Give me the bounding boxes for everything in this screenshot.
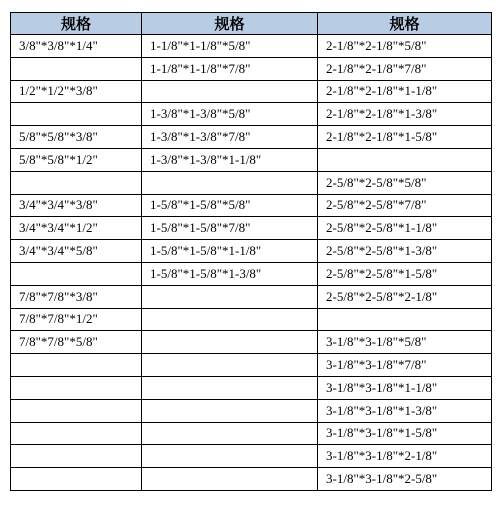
table-cell-col-3: 2-5/8"*2-5/8"*1-5/8" bbox=[318, 262, 492, 285]
table-cell-col-1 bbox=[11, 422, 142, 445]
table-row bbox=[11, 308, 492, 331]
table-row bbox=[11, 57, 492, 80]
table-cell-col-3: 2-5/8"*2-5/8"*1-1/8" bbox=[318, 217, 492, 240]
table-cell-col-3: 3-1/8"*3-1/8"*7/8" bbox=[318, 354, 492, 377]
table-cell-col-3 bbox=[318, 148, 492, 171]
table-cell-col-2 bbox=[142, 376, 318, 399]
table-row bbox=[11, 376, 492, 399]
spec-table bbox=[10, 12, 492, 491]
header-cell-spec-3: 规格 bbox=[318, 13, 492, 35]
table-cell-col-1: 3/4"*3/4"*1/2" bbox=[11, 217, 142, 240]
table-row bbox=[11, 445, 492, 468]
table-cell-col-1 bbox=[11, 354, 142, 377]
table-row bbox=[11, 240, 492, 263]
table-cell-col-2 bbox=[142, 80, 318, 103]
table-cell-col-2: 1-5/8"*1-5/8"*7/8" bbox=[142, 217, 318, 240]
table-cell-col-1: 7/8"*7/8"*3/8" bbox=[11, 285, 142, 308]
header-cell-spec-2: 规格 bbox=[142, 13, 318, 35]
table-cell-col-2 bbox=[142, 285, 318, 308]
table-row bbox=[11, 468, 492, 491]
table-cell-col-2 bbox=[142, 354, 318, 377]
spec-table-header bbox=[11, 13, 492, 35]
table-cell-col-1: 5/8"*5/8"*1/2" bbox=[11, 148, 142, 171]
table-cell-col-3: 2-5/8"*2-5/8"*5/8" bbox=[318, 171, 492, 194]
spec-table-body bbox=[11, 35, 492, 491]
header-cell-spec-1: 规格 bbox=[11, 13, 142, 35]
table-cell-col-3: 2-1/8"*2-1/8"*7/8" bbox=[318, 57, 492, 80]
table-cell-col-1 bbox=[11, 445, 142, 468]
table-cell-col-3: 3-1/8"*3-1/8"*1-3/8" bbox=[318, 399, 492, 422]
table-cell-col-1: 3/8"*3/8"*1/4" bbox=[11, 35, 142, 58]
table-row bbox=[11, 103, 492, 126]
table-cell-col-1 bbox=[11, 171, 142, 194]
table-cell-col-2 bbox=[142, 331, 318, 354]
table-cell-col-2 bbox=[142, 445, 318, 468]
table-cell-col-2: 1-3/8"*1-3/8"*7/8" bbox=[142, 126, 318, 149]
table-cell-col-1 bbox=[11, 103, 142, 126]
table-row bbox=[11, 148, 492, 171]
table-cell-col-3: 3-1/8"*3-1/8"*1-5/8" bbox=[318, 422, 492, 445]
table-row bbox=[11, 399, 492, 422]
table-cell-col-1 bbox=[11, 468, 142, 491]
table-cell-col-3 bbox=[318, 308, 492, 331]
table-row bbox=[11, 285, 492, 308]
table-row bbox=[11, 194, 492, 217]
table-cell-col-3: 3-1/8"*3-1/8"*5/8" bbox=[318, 331, 492, 354]
table-row bbox=[11, 354, 492, 377]
table-cell-col-1: 7/8"*7/8"*5/8" bbox=[11, 331, 142, 354]
table-cell-col-3: 2-1/8"*2-1/8"*5/8" bbox=[318, 35, 492, 58]
table-row bbox=[11, 217, 492, 240]
table-cell-col-2: 1-1/8"*1-1/8"*5/8" bbox=[142, 35, 318, 58]
table-cell-col-2: 1-1/8"*1-1/8"*7/8" bbox=[142, 57, 318, 80]
table-row bbox=[11, 262, 492, 285]
table-cell-col-3: 2-5/8"*2-5/8"*7/8" bbox=[318, 194, 492, 217]
table-cell-col-2 bbox=[142, 422, 318, 445]
table-cell-col-1 bbox=[11, 262, 142, 285]
table-cell-col-3: 3-1/8"*3-1/8"*2-5/8" bbox=[318, 468, 492, 491]
table-cell-col-2: 1-5/8"*1-5/8"*5/8" bbox=[142, 194, 318, 217]
table-cell-col-1: 3/4"*3/4"*5/8" bbox=[11, 240, 142, 263]
table-cell-col-2: 1-5/8"*1-5/8"*1-1/8" bbox=[142, 240, 318, 263]
table-cell-col-2: 1-5/8"*1-5/8"*1-3/8" bbox=[142, 262, 318, 285]
table-cell-col-3: 2-1/8"*2-1/8"*1-3/8" bbox=[318, 103, 492, 126]
table-cell-col-2 bbox=[142, 399, 318, 422]
table-cell-col-2 bbox=[142, 468, 318, 491]
table-cell-col-1 bbox=[11, 376, 142, 399]
table-cell-col-1: 7/8"*7/8"*1/2" bbox=[11, 308, 142, 331]
table-cell-col-3: 2-5/8"*2-5/8"*1-3/8" bbox=[318, 240, 492, 263]
table-row bbox=[11, 171, 492, 194]
table-cell-col-2: 1-3/8"*1-3/8"*5/8" bbox=[142, 103, 318, 126]
table-row bbox=[11, 35, 492, 58]
table-row bbox=[11, 126, 492, 149]
table-cell-col-2 bbox=[142, 171, 318, 194]
table-cell-col-3: 2-1/8"*2-1/8"*1-5/8" bbox=[318, 126, 492, 149]
table-cell-col-3: 2-5/8"*2-5/8"*2-1/8" bbox=[318, 285, 492, 308]
table-cell-col-1 bbox=[11, 399, 142, 422]
table-row bbox=[11, 422, 492, 445]
table-cell-col-1: 5/8"*5/8"*3/8" bbox=[11, 126, 142, 149]
table-cell-col-1 bbox=[11, 57, 142, 80]
table-cell-col-2 bbox=[142, 308, 318, 331]
table-cell-col-3: 3-1/8"*3-1/8"*2-1/8" bbox=[318, 445, 492, 468]
table-cell-col-3: 2-1/8"*2-1/8"*1-1/8" bbox=[318, 80, 492, 103]
table-cell-col-2: 1-3/8"*1-3/8"*1-1/8" bbox=[142, 148, 318, 171]
table-row bbox=[11, 80, 492, 103]
table-cell-col-3: 3-1/8"*3-1/8"*1-1/8" bbox=[318, 376, 492, 399]
table-row bbox=[11, 331, 492, 354]
table-cell-col-1: 1/2"*1/2"*3/8" bbox=[11, 80, 142, 103]
header-row bbox=[11, 13, 492, 35]
table-cell-col-1: 3/4"*3/4"*3/8" bbox=[11, 194, 142, 217]
